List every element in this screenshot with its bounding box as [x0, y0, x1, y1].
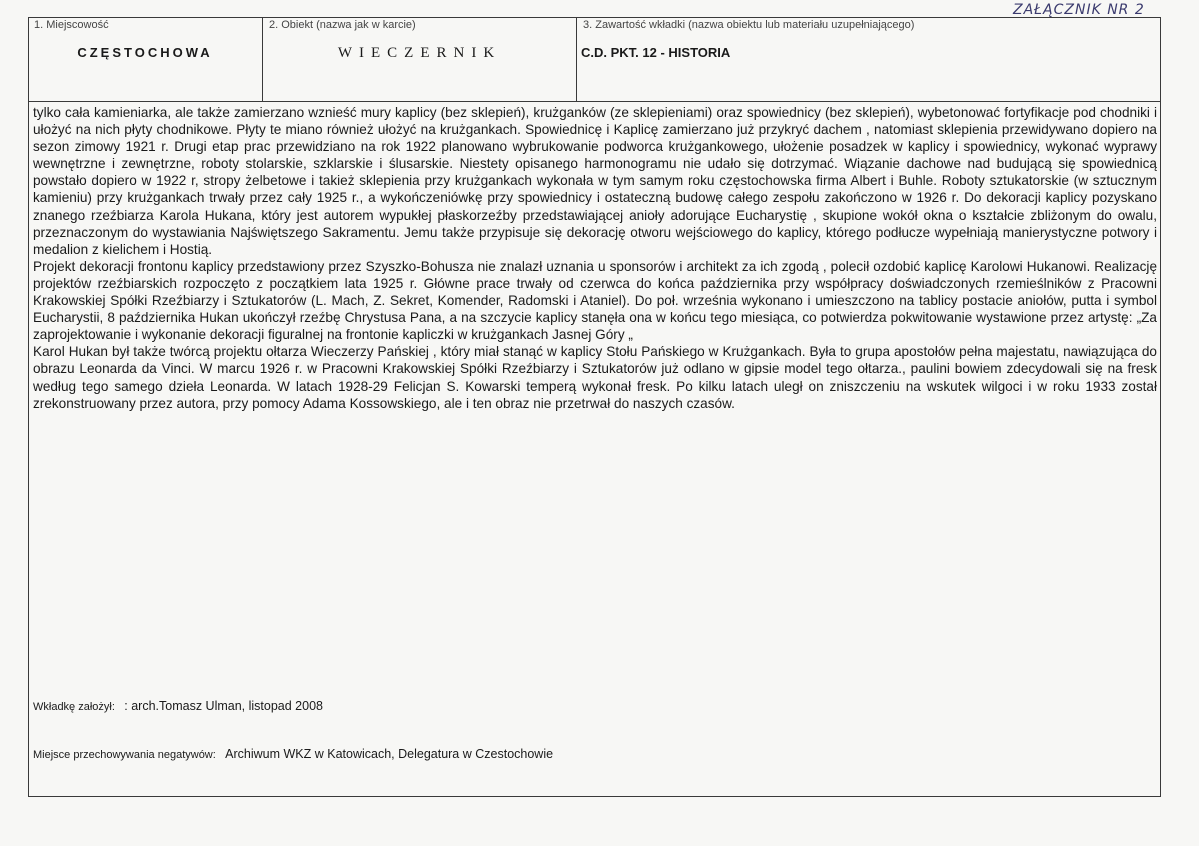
author-value: : arch.Tomasz Ulman, listopad 2008: [124, 699, 323, 713]
locality-value: CZĘSTOCHOWA: [77, 45, 213, 60]
storage-line: [33, 747, 553, 761]
paragraph: Projekt dekoracji frontonu kaplicy przedstawiony przez Szyszko-Bohusza nie znalazł uznania u sponsorów i architekt za ich zgodą , polecił ozdobić kaplicę Karolowi Hukanowi. Realizację projektów rzeźbiarskich rozpoczęto z początkiem lata 1925 r. Główne prace trwały od czerwca do końca października przy współpracy doświadczonych rzemieślników z Pracowni Krakowskiej Spółki Rzeźbiarzy i Sztukatorów (L. Mach, Z. Sekret, Komender, Radomski i Ataniel). Do poł. września wykonano i umieszczono na tablicy postacie aniołów, putta i symbol Eucharystii, 8 października Hukan ukończył rzeźbę Chrystusa Pana, a na szczycie kaplicy stanęła ona w końcu tego miesiąca, co potwierdza pokwitowanie wystawione przez artystę: „Za zaprojektowanie i wykonanie dekoracji figuralnej na frontonie kapliczki w krużgankach Jasnej Góry „: [33, 258, 1157, 343]
header-row: [28, 17, 1161, 102]
handwritten-annotation: ZAŁĄCZNIK NR 2: [1013, 2, 1145, 18]
author-label: Wkładkę założył:: [33, 701, 115, 713]
history-text: [33, 104, 1157, 412]
locality-label: 1. Miejscowość: [34, 19, 109, 31]
insert-content-cell: [577, 17, 1161, 102]
storage-label: Miejsce przechowywania negatywów:: [33, 749, 216, 761]
object-value: WIECZERNIK: [337, 45, 502, 61]
author-line: [33, 699, 323, 713]
insert-content-value: C.D. PKT. 12 - HISTORIA: [581, 45, 731, 60]
object-label: 2. Obiekt (nazwa jak w karcie): [269, 19, 416, 31]
insert-content-label: 3. Zawartość wkładki (nazwa obiektu lub materiału uzupełniającego): [583, 19, 915, 31]
paragraph: tylko cała kamieniarka, ale także zamierzano wznieść mury kaplicy (bez sklepień), krużganków (ze sklepieniami) oraz spowiednicy (bez sklepień), wybetonować fortyfikacje pod chodniki i ułożyć na nich płyty chodnikowe. Płyty te miano również ułożyć na krużgankach. Spowiednicę i Kaplicę zamierzano już przykryć dachem , natomiast sklepienia przewidywano dopiero na sezon zimowy 1921 r. Drugi etap prac przewidziano na rok 1922 planowano wybrukowanie podworca krużgankowego, ułożenie posadzek w kaplicy i spowiednicy, wykonać wyprawy wewnętrzne i zewnętrzne, roboty stolarskie, szklarskie i ślusarskie. Niestety opisanego harmonogramu nie udało się dotrzymać. Wiązanie dachowe nad budującą się spowiednicą powstało dopiero w 1922 r, stropy żelbetowe i takież sklepienia przy krużgankach wykonała w tym samym roku częstochowska firma Albert i Buhle. Roboty sztukatorskie (w sztucznym kamieniu) przy krużgankach trwały przez cały 1925 r., a wykończeniówkę przy spowiednicy i ostateczną budowę całego zespołu zakończono w 1926 r. Do dekoracji kaplicy pozyskano znanego rzeźbiarza Karola Hukana, który jest autorem wypukłej płaskorzeźby przedstawiającej anioły adorujące Eucharystię , skupione wokół okna o kształcie zbliżonym do owalu, przeznaczonym do wystawiania Najświętszego Sakramentu. Jemu także przypisuje się dekorację otworu wejściowego do kaplicy, którego podłucze wypełniają manierystyczne potwory i medalion z kielichem i Hostią.: [33, 105, 1157, 257]
storage-value: Archiwum WKZ w Katowicach, Delegatura w Czestochowie: [225, 747, 554, 761]
object-cell: [263, 17, 577, 102]
locality-cell: [28, 17, 263, 102]
paragraph: Karol Hukan był także twórcą projektu ołtarza Wieczerzy Pańskiej , który miał stanąć w kaplicy Stołu Pańskiego w Krużgankach. Była to grupa apostołów pełna majestatu, nawiązująca do obrazu Leonarda da Vinci. W marcu 1926 r. w Pracowni Krakowskiej Spółki Rzeźbiarzy i Sztukatorów już odlano w gipsie model tego ołtarza., paulini bowiem zdecydowali się na fresk według tego samego dzieła Leonarda. W latach 1928-29 Felicjan S. Kowarski temperą wykonał fresk. Po kilku latach uległ on zniszczeniu na wskutek wilgoci i w roku 1933 został zrekonstruowany przez autora, przy pomocy Adama Kossowskiego, ale i ten obraz nie przetrwał do naszych czasów.: [33, 344, 1157, 411]
